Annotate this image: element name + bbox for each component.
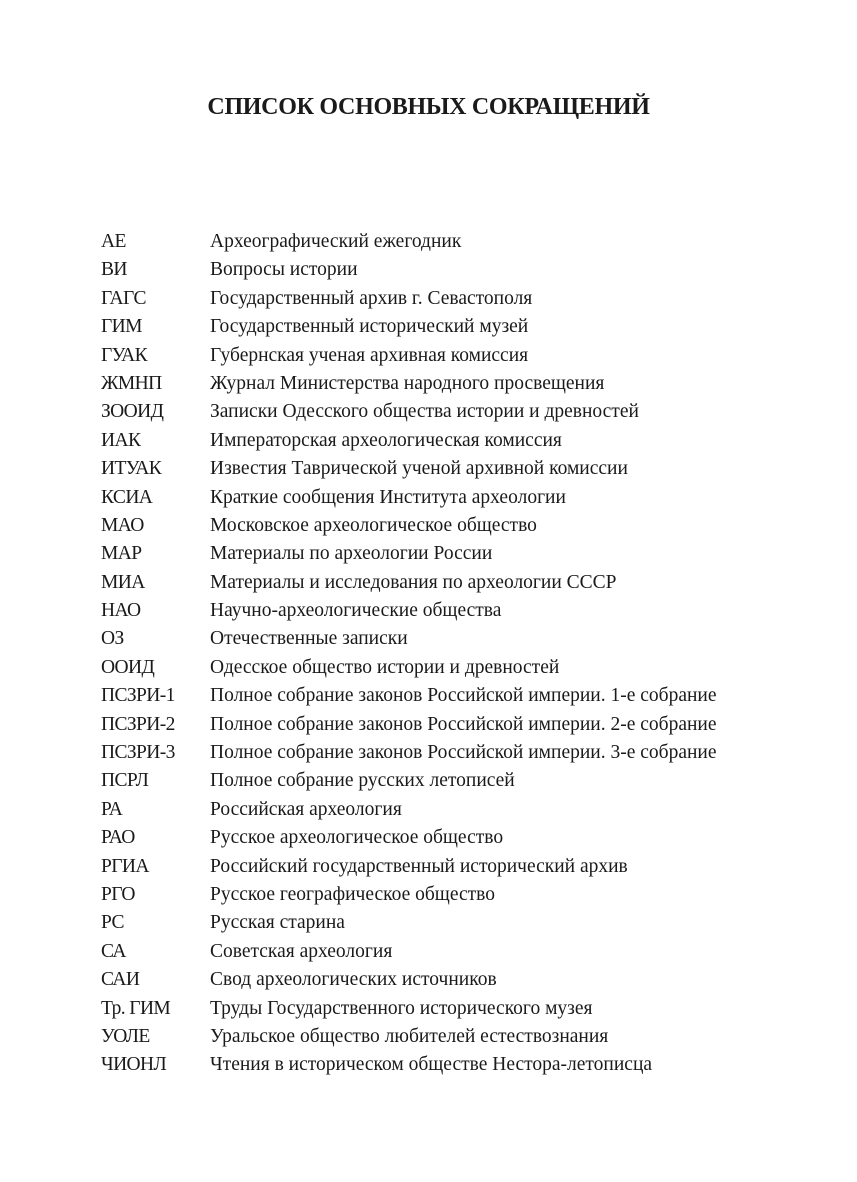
abbreviation-row xyxy=(101,398,801,426)
abbreviation-meaning: Журнал Министерства народного просвещения xyxy=(210,372,605,394)
abbreviation-code: ЧИОНЛ xyxy=(101,1054,167,1076)
abbreviation-meaning: Краткие сообщения Института археологии xyxy=(210,486,566,508)
abbreviation-meaning: Чтения в историческом обществе Нестора-летописца xyxy=(210,1054,653,1076)
abbreviation-meaning: Полное собрание законов Российской империи. 2-е собрание xyxy=(210,713,717,735)
abbreviation-code: ИТУАК xyxy=(101,458,162,480)
abbreviation-meaning: Материалы по археологии России xyxy=(210,543,493,565)
abbreviation-row xyxy=(101,484,801,512)
abbreviation-meaning: Российская археология xyxy=(210,798,402,820)
abbreviation-meaning: Уральское общество любителей естествознания xyxy=(210,1025,609,1047)
abbreviation-meaning: Государственный исторический музей xyxy=(210,316,529,338)
abbreviation-row xyxy=(101,881,801,909)
abbreviation-code: ОЗ xyxy=(101,628,124,650)
abbreviation-code: САИ xyxy=(101,969,140,991)
abbreviation-row xyxy=(101,597,801,625)
abbreviation-meaning: Полное собрание законов Российской империи. 1-е собрание xyxy=(210,685,717,707)
abbreviation-row xyxy=(101,427,801,455)
abbreviation-row xyxy=(101,711,801,739)
abbreviation-meaning: Московское археологическое общество xyxy=(210,514,537,536)
abbreviation-code: ГИМ xyxy=(101,316,142,338)
abbreviation-row xyxy=(101,682,801,710)
abbreviation-meaning: Вопросы истории xyxy=(210,259,358,281)
abbreviation-meaning: Государственный архив г. Севастополя xyxy=(210,287,533,309)
abbreviation-meaning: Записки Одесского общества истории и древностей xyxy=(210,401,639,423)
abbreviation-meaning: Одесское общество истории и древностей xyxy=(210,656,560,678)
abbreviation-meaning: Археографический ежегодник xyxy=(210,231,462,252)
abbreviation-row xyxy=(101,909,801,937)
abbreviation-meaning: Российский государственный исторический архив xyxy=(210,855,628,877)
abbreviation-code: ПСРЛ xyxy=(101,770,149,792)
abbreviation-row xyxy=(101,313,801,341)
abbreviation-meaning: Русская старина xyxy=(210,912,345,934)
abbreviation-row xyxy=(101,995,801,1023)
abbreviation-row xyxy=(101,569,801,597)
abbreviation-meaning: Русское археологическое общество xyxy=(210,827,504,849)
abbreviation-row xyxy=(101,966,801,994)
abbreviation-meaning: Отечественные записки xyxy=(210,628,408,650)
abbreviation-code: ИАК xyxy=(101,429,141,451)
abbreviation-row xyxy=(101,796,801,824)
abbreviation-code: КСИА xyxy=(101,486,153,508)
abbreviation-code: ООИД xyxy=(101,656,155,678)
abbreviation-row xyxy=(101,1023,801,1051)
abbreviation-code: МАО xyxy=(101,514,144,536)
abbreviation-row xyxy=(101,455,801,483)
abbreviation-row xyxy=(101,512,801,540)
abbreviation-row xyxy=(101,767,801,795)
abbreviation-code: МИА xyxy=(101,571,145,593)
abbreviation-meaning: Советская археология xyxy=(210,940,393,962)
abbreviation-meaning: Труды Государственного исторического музея xyxy=(210,997,593,1019)
abbreviation-code: ГУАК xyxy=(101,344,148,366)
abbreviation-meaning: Полное собрание русских летописей xyxy=(210,770,515,792)
abbreviation-row xyxy=(101,1051,801,1079)
abbreviation-meaning: Материалы и исследования по археологии СССР xyxy=(210,571,617,593)
abbreviation-code: РС xyxy=(101,912,124,934)
abbreviation-row xyxy=(101,285,801,313)
abbreviation-meaning: Императорская археологическая комиссия xyxy=(210,429,562,451)
abbreviation-code: ПСЗРИ-1 xyxy=(101,685,175,707)
abbreviation-row xyxy=(101,938,801,966)
abbreviation-row xyxy=(101,625,801,653)
abbreviation-row xyxy=(101,228,801,256)
abbreviation-meaning: Свод археологических источников xyxy=(210,969,497,991)
abbreviation-code: Тр. ГИМ xyxy=(101,997,171,1019)
abbreviation-code: СА xyxy=(101,940,126,962)
abbreviation-code: НАО xyxy=(101,600,141,622)
abbreviation-code: ЖМНП xyxy=(101,372,162,394)
abbreviation-code: РГО xyxy=(101,883,135,905)
abbreviation-row xyxy=(101,654,801,682)
abbreviation-row xyxy=(101,370,801,398)
abbreviation-code: ЗООИД xyxy=(101,401,164,423)
abbreviation-meaning: Известия Таврической ученой архивной комиссии xyxy=(210,458,628,480)
abbreviation-code: РГИА xyxy=(101,855,149,877)
abbreviation-row xyxy=(101,540,801,568)
abbreviation-code: РА xyxy=(101,798,123,820)
abbreviation-code: ПСЗРИ-2 xyxy=(101,713,175,735)
page-title: СПИСОК ОСНОВНЫХ СОКРАЩЕНИЙ xyxy=(207,94,650,120)
abbreviation-meaning: Научно-археологические общества xyxy=(210,600,502,622)
abbreviation-code: АЕ xyxy=(101,231,126,252)
abbreviation-row xyxy=(101,739,801,767)
abbreviation-meaning: Полное собрание законов Российской империи. 3-е собрание xyxy=(210,742,717,764)
abbreviation-row xyxy=(101,824,801,852)
abbreviation-row xyxy=(101,256,801,284)
abbreviation-code: МАР xyxy=(101,543,142,565)
abbreviation-row xyxy=(101,342,801,370)
abbreviation-code: ВИ xyxy=(101,259,127,281)
abbreviation-code: УОЛЕ xyxy=(101,1025,150,1047)
abbreviation-row xyxy=(101,853,801,881)
abbreviation-code: ГАГС xyxy=(101,287,146,309)
abbreviation-code: ПСЗРИ-3 xyxy=(101,742,175,764)
abbreviation-meaning: Русское географическое общество xyxy=(210,883,495,905)
abbreviation-meaning: Губернская ученая архивная комиссия xyxy=(210,344,529,366)
abbreviations-list xyxy=(101,228,801,1080)
abbreviation-code: РАО xyxy=(101,827,135,849)
